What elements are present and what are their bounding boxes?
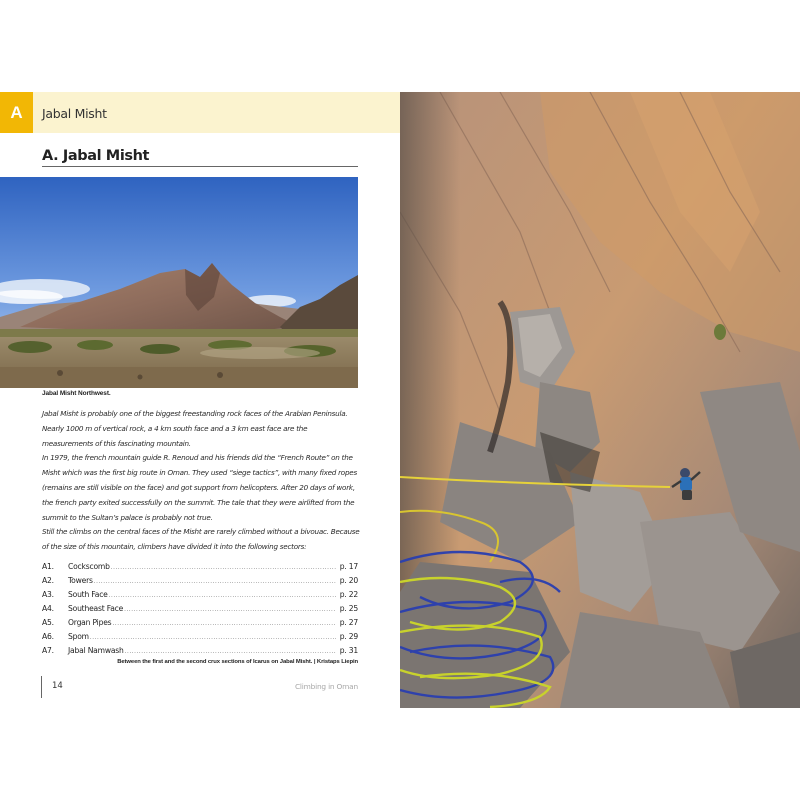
sector-page: p. 27 (339, 618, 358, 627)
sector-code: A7. (42, 646, 54, 655)
mountain-illustration (0, 177, 358, 388)
sector-page: p. 20 (339, 576, 358, 585)
sector-page: p. 25 (339, 604, 358, 613)
section-title: A. Jabal Misht (42, 148, 150, 164)
sector-list-item[interactable] (42, 590, 358, 604)
sector-page: p. 17 (339, 562, 358, 571)
leader-dots (94, 579, 336, 585)
leader-dots (125, 649, 336, 655)
title-rule (42, 166, 358, 167)
leader-dots (112, 621, 336, 627)
sector-list-item[interactable] (42, 618, 358, 632)
footer-rule (41, 676, 42, 698)
leader-dots (111, 565, 336, 571)
sector-code: A1. (42, 562, 54, 571)
sector-list-item[interactable] (42, 646, 358, 660)
sector-code: A2. (42, 576, 54, 585)
sector-code: A6. (42, 632, 54, 641)
sector-name: Towers (68, 576, 93, 585)
climbing-illustration (400, 92, 800, 708)
chapter-header (0, 92, 400, 133)
sector-page: p. 22 (339, 590, 358, 599)
sector-name: Organ Pipes (68, 618, 112, 627)
sector-name: Spom (68, 632, 89, 641)
book-title: Climbing in Oman (294, 682, 358, 691)
chapter-badge: A (0, 92, 33, 133)
leader-dots (90, 635, 336, 641)
sector-page: p. 31 (339, 646, 358, 655)
body-paragraph: Still the climbs on the central faces of the Misht are rarely climbed without a bivouac. Because of the size of this mountain, climbers have divided it into the following sectors: (42, 527, 360, 552)
sector-page: p. 29 (339, 632, 358, 641)
sector-list-item[interactable] (42, 562, 358, 576)
mountain-photo-caption: Jabal Misht Northwest. (42, 390, 111, 397)
sector-code: A3. (42, 590, 54, 599)
chapter-title: Jabal Misht (42, 106, 107, 121)
climbing-photo-caption: Between the first and the second crux sections of Icarus on Jabal Misht. | Kristaps Liepin (117, 659, 358, 665)
sector-list-item[interactable] (42, 604, 358, 618)
body-paragraph: Jabal Misht is probably one of the biggest freestanding rock faces of the Arabian Peninsula. Nearly 1000 m of vertical rock, a 4 km south face and a 3 km east face are the measurements of this fascinating mountain. (42, 409, 348, 448)
leader-dots (124, 607, 336, 613)
left-page (0, 92, 400, 708)
sector-code: A4. (42, 604, 54, 613)
sector-code: A5. (42, 618, 54, 627)
body-text (42, 407, 360, 555)
sector-name: Cockscomb (68, 562, 110, 571)
leader-dots (109, 593, 336, 599)
sector-list (42, 562, 358, 660)
sector-list-item[interactable] (42, 632, 358, 646)
climbing-photo (400, 92, 800, 708)
sector-list-item[interactable] (42, 576, 358, 590)
mountain-photo (0, 177, 358, 388)
page-number: 14 (52, 681, 63, 691)
sector-name: Southeast Face (68, 604, 124, 613)
body-paragraph: In 1979, the french mountain guide R. Renoud and his friends did the “French Route” on the Misht which was the first big route in Oman. They used “siege tactics”, with many fixed ropes (remains are still visible on the face) and got support from helicopters. After 20 days of work, the french party exited successfully on the summit. The tale that they were airlifted from the summit to the Sultan’s palace is probably not true. (42, 453, 357, 522)
sector-name: South Face (68, 590, 108, 599)
sector-name: Jabal Namwash (68, 646, 124, 655)
